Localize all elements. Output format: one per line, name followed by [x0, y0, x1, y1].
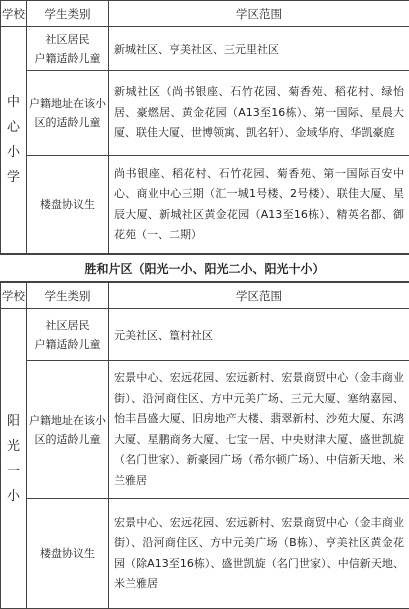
district-cell: 宏景中心、宏远花园、宏远新村、宏景商贸中心（金丰商业街）、沿河商住区、方中元美广场、三元大厦、塞纳嘉园、怡丰昌盛大厦、旧房地产大楼、翡翠新村、沙苑大厦、东鸿大厦、星鹏商务大厦、七宝一居、中央财津大厦、盛世凯旋（名门世家）、新豪园广场（希尔顿广场）、中信新天地、米兰雅居 — [109, 361, 409, 499]
header-school: 学校 — [1, 283, 27, 309]
district-cell: 新城社区、亨美社区、三元里社区 — [109, 27, 409, 71]
group-title-table — [0, 254, 409, 282]
table-row — [1, 27, 409, 71]
table-row — [1, 309, 409, 361]
school-name-yangguang-1: 阳 光 一 小 — [1, 309, 27, 609]
group-title-row — [0, 255, 409, 282]
group-title: 胜和片区（阳光一小、阳光二小、阳光十小） — [0, 255, 409, 282]
header-school: 学校 — [1, 1, 27, 27]
header-student-category: 学生类别 — [27, 1, 109, 27]
category-cell: 户籍地址在该小 区的适龄儿童 — [27, 71, 109, 156]
category-cell: 楼盘协议生 — [27, 499, 109, 609]
header-district-scope: 学区范围 — [109, 1, 409, 27]
category-cell: 楼盘协议生 — [27, 156, 109, 254]
district-cell: 新城社区（尚书银座、石竹花园、菊香苑、稻花村、绿怡居、豪燃居、黄金花园（A13至16栋）、第一国际、星晨大厦、联佳大厦、世博领寓、凯名轩）、金域华府、华凯豪庭 — [109, 71, 409, 156]
category-cell: 社区居民 户籍适龄儿童 — [27, 309, 109, 361]
district-cell: 尚书银座、稻花村、石竹花园、菊香苑、第一国际百安中心、商业中心三期（汇一城1号楼、2号楼）、联佳大厦、星辰大厦、新城社区黄金花园（A13至16栋）、精英名都、御花苑（一、二期） — [109, 156, 409, 254]
table-row — [1, 361, 409, 499]
table-row — [1, 71, 409, 156]
school-district-table-yangguang — [0, 282, 409, 609]
category-cell: 户籍地址在该小 区的适龄儿童 — [27, 361, 109, 499]
category-cell: 社区居民 户籍适龄儿童 — [27, 27, 109, 71]
school-district-table-central — [0, 0, 409, 254]
school-name-central-primary: 中 心 小 学 — [1, 27, 27, 254]
table-header-row — [1, 283, 409, 309]
header-district-scope: 学区范围 — [109, 283, 409, 309]
table-header-row — [1, 1, 409, 27]
table-row — [1, 499, 409, 609]
district-cell: 宏景中心、宏远花园、宏远新村、宏景商贸中心（金丰商业街）、沿河商住区、方中元美广场（B栋）、亨美社区黄金花园（除A13至16栋）、盛世凯旋（名门世家）、中信新天地、米兰雅居 — [109, 499, 409, 609]
header-student-category: 学生类别 — [27, 283, 109, 309]
table-row — [1, 156, 409, 254]
district-cell: 元美社区、篁村社区 — [109, 309, 409, 361]
